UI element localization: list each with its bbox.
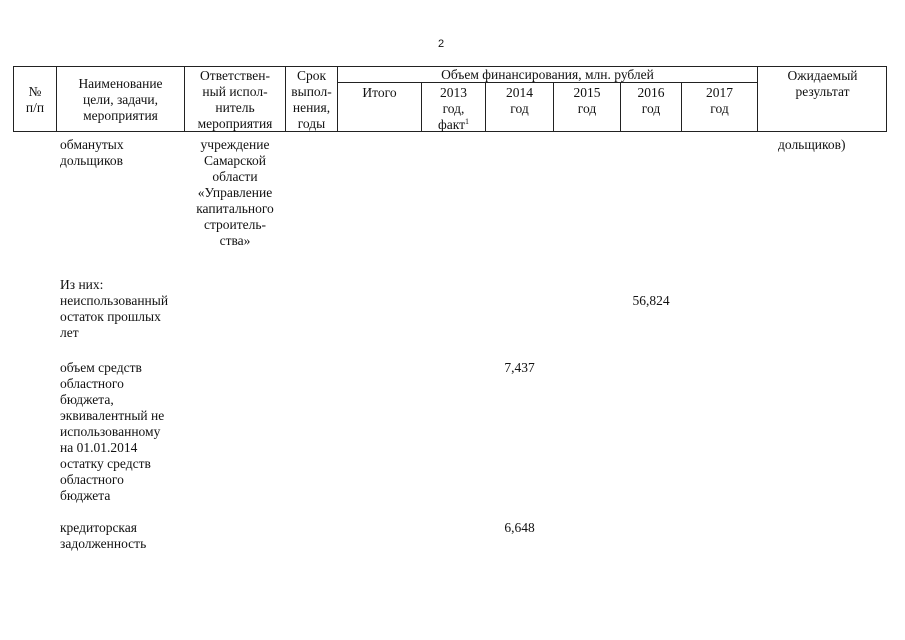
header-number: № п/п [25, 84, 45, 115]
page-number: 2 [438, 38, 445, 50]
header-year-2016: 2016 год [637, 85, 665, 116]
header-year-2013: 2013 год, факт$^1$ [437, 85, 470, 132]
header-financing: Объем финансирования, млн. рублей [441, 67, 654, 82]
header-year-2014: 2014 год [506, 85, 533, 116]
header-year-2015: 2015 год [573, 85, 601, 116]
value-2014: 6,648 [504, 520, 535, 535]
header-name: Наименование цели, задачи, мероприятия [78, 76, 163, 123]
header-year-2017: 2017 год [706, 85, 733, 116]
result-continuation: дольщиков) [778, 137, 846, 152]
row-label: объем средств областного бюджета, эквивалентный не использованному на 01.01.2014 остатку средств областного бюджета [60, 360, 165, 503]
name-continuation: обманутых дольщиков [60, 137, 124, 168]
responsible-continuation: учреждение Самарской области «Управление капитального строитель- ства» [196, 137, 274, 248]
value-2016: 56,824 [632, 293, 670, 308]
header-result: Ожидаемый результат [787, 68, 858, 99]
header-term: Срок выпол- нения, годы [291, 68, 332, 131]
header-responsible: Ответствен- ный испол- нитель мероприятия [197, 68, 273, 131]
value-2014: 7,437 [504, 360, 535, 375]
header-total: Итого [362, 85, 397, 100]
row-label: кредиторская задолженность [60, 520, 147, 551]
row-label: Из них: неиспользованный остаток прошлых лет [60, 277, 169, 340]
